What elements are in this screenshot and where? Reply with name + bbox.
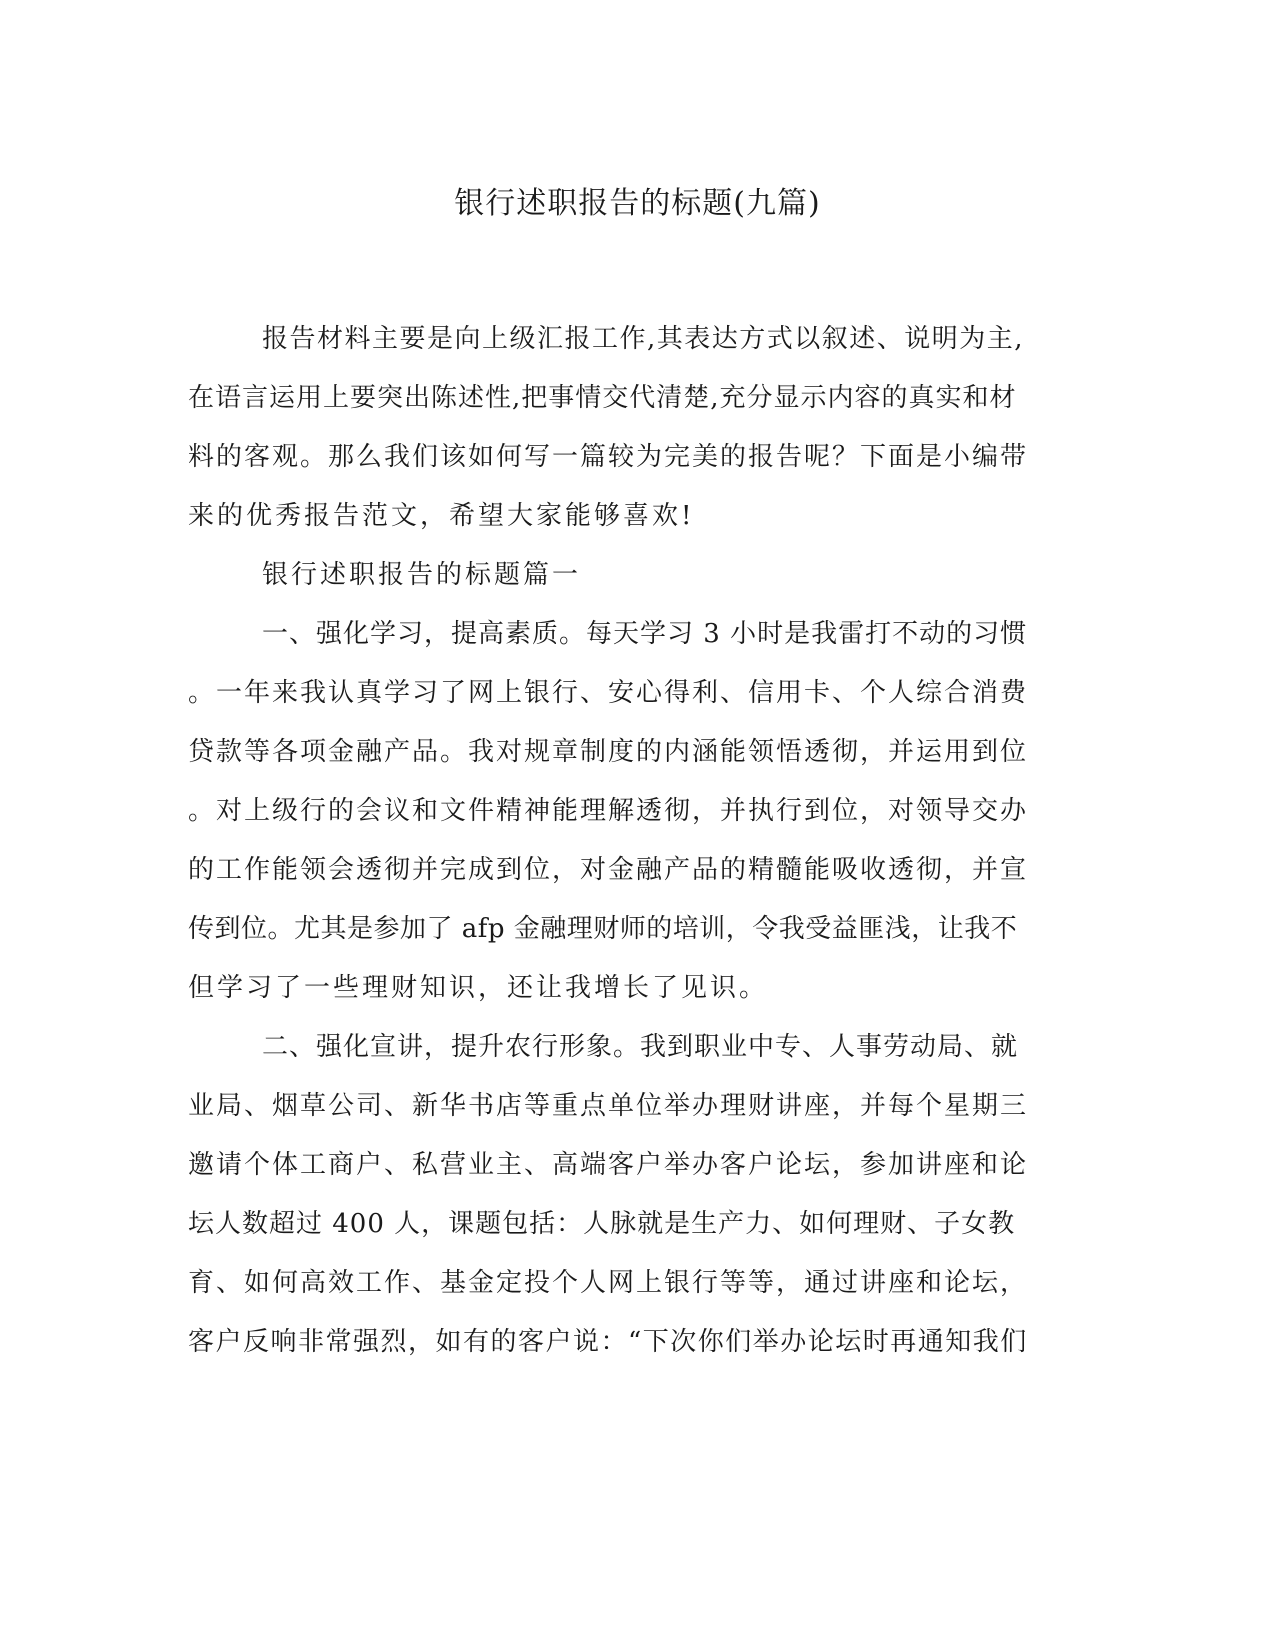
document-title: 银行述职报告的标题(九篇) [454,186,821,221]
paragraph-line: 贷款等各项金融产品。我对规章制度的内涵能领悟透彻，并运用到位 [188,737,1029,767]
paragraph-line: 。一年来我认真学习了网上银行、安心得利、信用卡、个人综合消费 [188,678,1029,708]
paragraph-line: 一、强化学习，提高素质。每天学习 3 小时是我雷打不动的习惯 [262,619,1028,649]
paragraph-line: 但学习了一些理财知识，还让我增长了见识。 [188,973,769,1003]
paragraph-line: 二、强化宣讲，提升农行形象。我到职业中专、人事劳动局、就 [262,1032,1019,1062]
paragraph-line: 。对上级行的会议和文件精神能理解透彻，并执行到位，对领导交办 [188,796,1029,826]
paragraph-line: 料的客观。那么我们该如何写一篇较为完美的报告呢？下面是小编带 [188,442,1029,472]
paragraph-line: 业局、烟草公司、新华书店等重点单位举办理财讲座，并每个星期三 [188,1091,1029,1121]
paragraph-line: 坛人数超过 400 人，课题包括：人脉就是生产力、如何理财、子女教 [188,1209,1016,1239]
section-heading: 银行述职报告的标题篇一 [262,560,582,590]
paragraph-line: 在语言运用上要突出陈述性,把事情交代清楚,充分显示内容的真实和材 [188,383,1017,413]
paragraph-line: 的工作能领会透彻并完成到位，对金融产品的精髓能吸收透彻，并宣 [188,855,1029,885]
paragraph-line: 报告材料主要是向上级汇报工作,其表达方式以叙述、说明为主, [262,324,1025,354]
paragraph-line: 来的优秀报告范文，希望大家能够喜欢! [188,501,695,531]
paragraph-line: 传到位。尤其是参加了 afp 金融理财师的培训，令我受益匪浅，让我不 [188,914,1018,944]
paragraph-line: 客户反响非常强烈，如有的客户说：“下次你们举办论坛时再通知我们 [188,1327,1028,1357]
paragraph-line: 育、如何高效工作、基金定投个人网上银行等等，通过讲座和论坛， [188,1268,1029,1298]
paragraph-line: 邀请个体工商户、私营业主、高端客户举办客户论坛，参加讲座和论 [188,1150,1029,1180]
